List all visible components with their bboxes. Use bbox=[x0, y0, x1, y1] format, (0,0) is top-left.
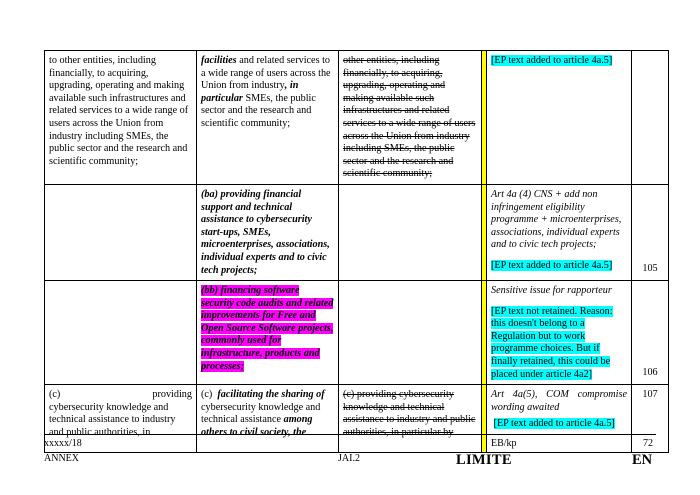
row-number-cell bbox=[632, 51, 669, 185]
ep-text-cell bbox=[197, 51, 339, 185]
comparison-table bbox=[44, 50, 669, 453]
row-number: 107 bbox=[642, 389, 658, 401]
table-row bbox=[45, 385, 669, 453]
unit-code: JAI.2 bbox=[338, 453, 360, 464]
cell-text: (c) bbox=[49, 389, 61, 401]
ep-text-cell bbox=[197, 184, 339, 280]
cell-text: to other entities, including financially, to acquiring, upgrading, operating and making available such infrastructures and related services to a wide range of users across the Union from industry including SMEs, the public sector and the research and scientific community; bbox=[49, 55, 189, 167]
row-number: 105 bbox=[642, 262, 658, 274]
council-text-cell bbox=[339, 385, 482, 453]
cell-text-emph: , in particular bbox=[201, 80, 299, 104]
council-text-cell bbox=[339, 51, 482, 185]
cell-text: (c) bbox=[201, 389, 213, 401]
cell-text-emph: facilitating the sharing of bbox=[217, 389, 325, 401]
page-number: 72 bbox=[643, 438, 653, 449]
comment-cell bbox=[487, 184, 632, 280]
comment-cell bbox=[487, 51, 632, 185]
comment-text: Art 4a (4) CNS + add non infringement eligibility programme + microenterprises, associations, individual experts and to civic tech projects; bbox=[491, 188, 622, 251]
comment-text: Art 4a(5), COM compromise wording awaited bbox=[491, 389, 627, 413]
language-code: EN bbox=[632, 452, 653, 468]
commission-text-cell bbox=[45, 184, 197, 280]
deleted-text: other entities, including financially, to acquiring, upgrading, operating and making available such infrastructures and related services to a wide range of users across the Union from industry including SMEs, the public sector and the research and scientific community; bbox=[343, 55, 476, 180]
highlighted-amendment: (bb) financing software security code audits and related improvements for Free and Open Source Software projects, commonly used for infrastructure, products and processes; bbox=[201, 285, 334, 372]
deleted-text: (c) providing cybersecurity knowledge and technical assistance to industry and public authorities, in particular by bbox=[343, 389, 476, 439]
cell-text: providing bbox=[152, 389, 192, 401]
highlighted-note: [EP text not retained. Reason: this doesn't belong to a Regulation but to work programme choices. But if finally retained, this could be placed under article 4a2] bbox=[491, 305, 613, 380]
cell-text: and related services to a wide range of users across the Union from industry bbox=[201, 55, 331, 92]
table-row bbox=[45, 184, 669, 280]
commission-text-cell bbox=[45, 281, 197, 385]
cell-text: SMEs, the public sector and the research and scientific community; bbox=[201, 92, 316, 129]
author-initials: EB/kp bbox=[491, 438, 517, 449]
council-text-cell bbox=[339, 184, 482, 280]
cell-text: cybersecurity knowledge and technical assistance to industry and public authorities, in bbox=[49, 401, 176, 439]
cell-text-emph: facilities bbox=[201, 55, 237, 66]
council-text-cell bbox=[339, 281, 482, 385]
highlighted-note: [EP text added to article 4a.5] bbox=[491, 259, 613, 271]
document-reference: xxxxx/18 bbox=[44, 438, 82, 449]
footer-rule bbox=[44, 434, 656, 435]
ep-text-cell bbox=[197, 385, 339, 453]
table-row bbox=[45, 51, 669, 185]
comment-text: Sensitive issue for rapporteur bbox=[491, 285, 612, 297]
row-number-cell bbox=[632, 281, 669, 385]
comment-cell bbox=[487, 281, 632, 385]
highlighted-note: [EP text added to article 4a.5] bbox=[493, 418, 615, 430]
table-row bbox=[45, 281, 669, 385]
limite-marking: LIMITE bbox=[456, 452, 512, 468]
row-number-cell bbox=[632, 184, 669, 280]
cell-text: cybersecurity knowledge and technical assistance bbox=[201, 401, 321, 426]
cell-text-emph: (ba) providing financial support and technical assistance to cybersecurity start-ups, SMEs, microenterprises, associations, individual experts and to civic tech projects; bbox=[201, 188, 330, 276]
annex-label: ANNEX bbox=[44, 453, 79, 464]
highlighted-note: [EP text added to article 4a.5] bbox=[491, 55, 613, 66]
cell-text-emph: among others to civil society, the bbox=[201, 414, 313, 439]
ep-text-cell bbox=[197, 281, 339, 385]
row-number: 106 bbox=[642, 366, 658, 378]
commission-text-cell bbox=[45, 51, 197, 185]
